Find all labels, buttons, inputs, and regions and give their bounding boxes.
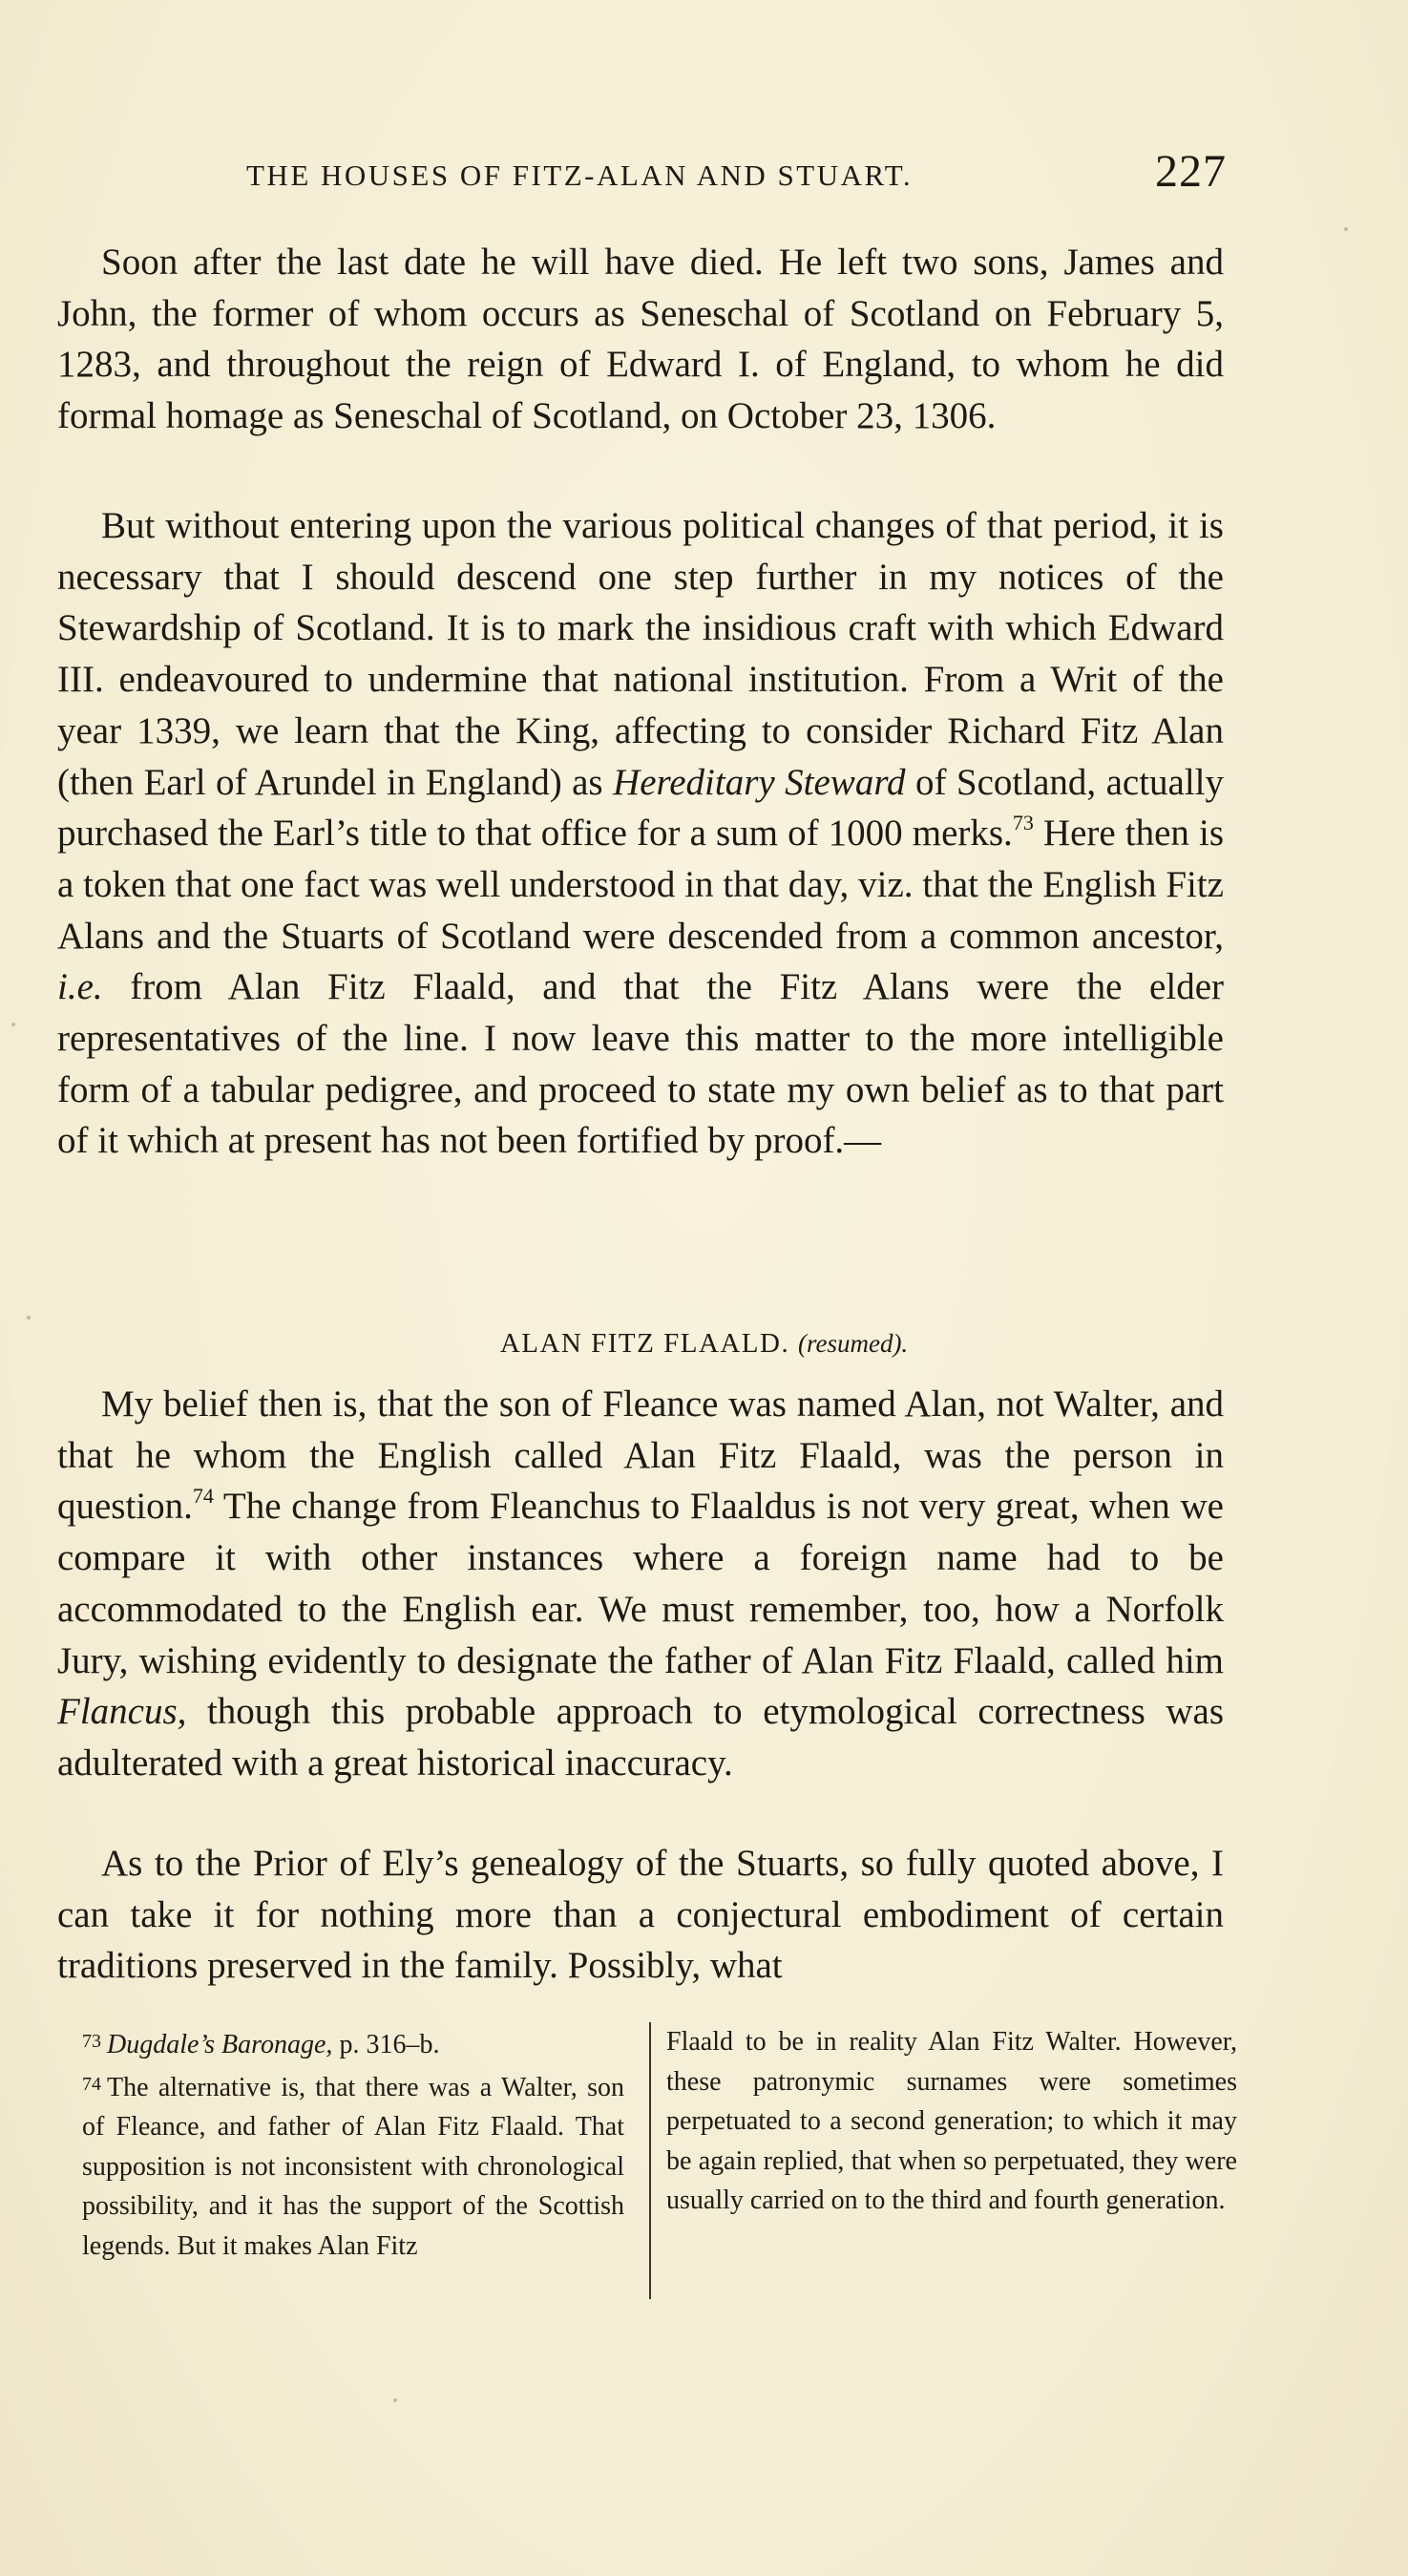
footnote-74-number: 74 [82, 2073, 101, 2095]
footnote-ref-73: 73 [1012, 811, 1034, 835]
paragraph-2-text-a: But without entering upon the various political changes of that period, it is necessary that I should descend one step further in my notices of the Stewardship of Scotland. It is to mark the insidious craft with which Edward III. endeavoured to undermine that national institution. From a Writ of the year 1339, we learn that the King, affecting to consider Richard Fitz Alan (then Earl of Arundel in England) as [57, 505, 1224, 803]
footnote-74-text-left: The alternative is, that there was a Walter, son of Fleance, and father of Alan Fitz Flaald. That supposition is not inconsistent with chronological possibility, and it has the support of the Scottish legends. But it makes Alan Fitz [82, 2072, 624, 2261]
section-heading-subtitle: (resumed). [797, 1329, 909, 1358]
footnote-73-number: 73 [82, 2031, 101, 2052]
section-heading [0, 1328, 1408, 1360]
paragraph-1-text: Soon after the last date he will have died. He left two sons, James and John, the former of whom occurs as Seneschal of Scotland on February 5, 1283, and throughout the reign of Edward I. of England, to whom he did formal homage as Seneschal of Scotland, on October 23, 1306. [57, 242, 1224, 437]
paragraph-3-text-a: My belief then is, that the son of Fleance was named Alan, not Walter, and that he whom the English called Alan Fitz Flaald, was the person in question. [57, 1383, 1224, 1528]
paragraph-3-text-b: The change from Fleanchus to Flaaldus is not very great, when we compare it with other instances where a foreign name had to be accommodated to the English ear. We must remember, too, how a Norfolk Jury, wishing evidently to designate the father of Alan Fitz Flaald, called him [57, 1486, 1224, 1681]
paper-speck [27, 1316, 31, 1320]
footnote-ref-74: 74 [192, 1484, 214, 1509]
paper-speck [393, 2398, 397, 2402]
section-heading-title: ALAN FITZ FLAALD. [499, 1328, 790, 1359]
paper-speck [1344, 227, 1348, 231]
paragraph-4-text: As to the Prior of Ely’s genealogy of the Stuarts, so fully quoted above, I can take it for nothing more than a conjectural embodiment of certain traditions preserved in the family. Possibly, what [57, 1843, 1224, 1987]
paragraph-2-text-d: from Alan Fitz Flaald, and that the Fitz Alans were the elder representatives of the line. I now leave this matter to the more intelligible form of a tabular pedigree, and proceed to state my own belief as to that part of it which at present has not been fortified by proof.— [57, 966, 1224, 1162]
footnote-73 [82, 2022, 624, 2065]
footnote-74-continued: Flaald to be in reality Alan Fitz Walter. However, these patronymic surnames were sometimes perpetuated to a second generation; to which it may be again replied, that when so perpetuated, they were usually carried on to the third and fourth generation. [666, 2027, 1237, 2215]
footnotes-right-column [666, 2022, 1237, 2221]
running-title: THE HOUSES OF FITZ-ALAN AND STUART. [246, 158, 914, 192]
footnotes-left-column [82, 2022, 624, 2266]
paragraph-3 [57, 1379, 1224, 1789]
paragraph-2 [57, 500, 1224, 1167]
paragraph-2-emphasis-ie: i.e. [57, 966, 103, 1008]
footnote-column-divider [649, 2022, 651, 2299]
footnote-73-text: p. 316–b. [332, 2030, 440, 2059]
paragraph-2-emphasis: Hereditary Steward [613, 761, 906, 803]
paragraph-4 [57, 1838, 1224, 1992]
paragraph-1 [57, 237, 1224, 442]
footnote-73-title: Dugdale’s Baronage, [107, 2030, 333, 2059]
paper-speck [11, 1023, 15, 1026]
paragraph-3-emphasis: Flancus, [57, 1691, 187, 1733]
paragraph-2-text-b: of Scotland, actually purchased the Earl’s title to that office for a sum of 1000 merks. [57, 761, 1225, 855]
paragraph-2-text-c: Here then is a token that one fact was well understood in that day, viz. that the English Fitz Alans and the Stuarts of Scotland were descended from a common ancestor, [57, 813, 1225, 957]
page-number: 227 [1155, 146, 1227, 197]
paragraph-3-text-c: though this probable approach to etymological correctness was adulterated with a great historical inaccuracy. [57, 1691, 1224, 1784]
footnote-74 [82, 2065, 624, 2267]
